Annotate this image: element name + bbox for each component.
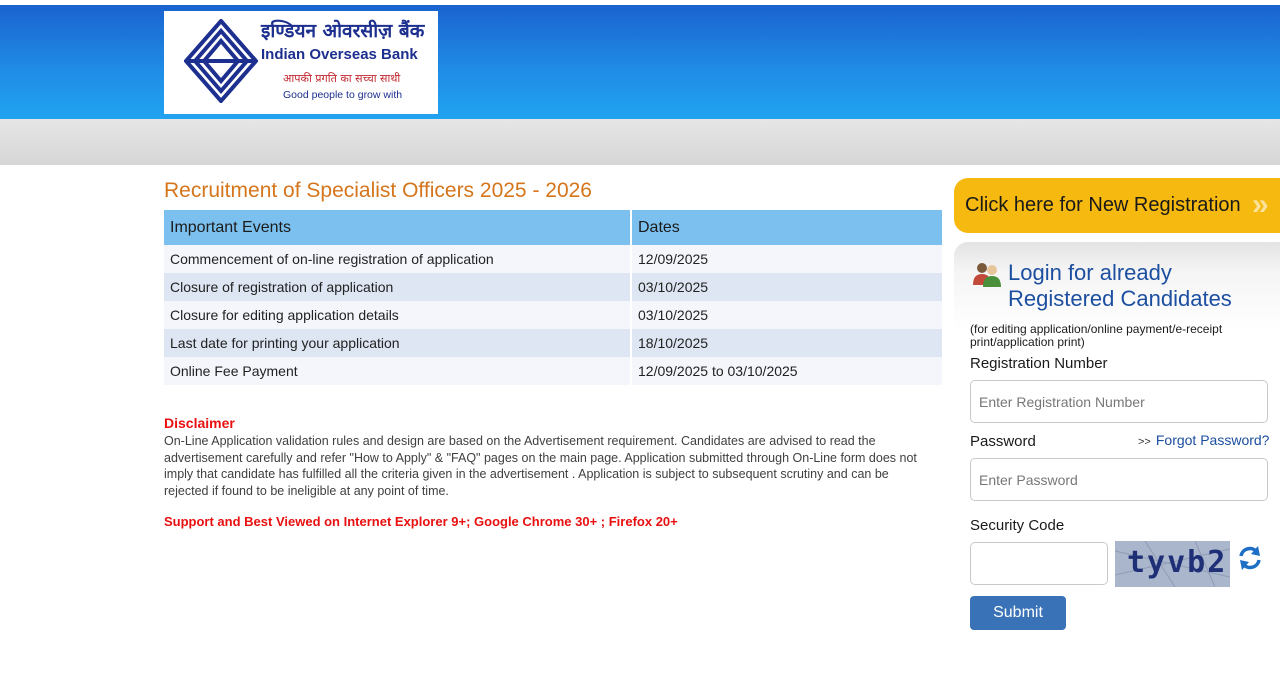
nav-bar bbox=[0, 119, 1280, 165]
disclaimer-text: On-Line Application validation rules and design are based on the Advertisement requirement. Candidates are advised to read the advertisement carefully and refer "How to Apply" & "FAQ" pages on the main page. Application submitted through On-Line form does not imply that candidate has fulfilled all the criteria given in the advertisement . Application is subject to subsequent scrutiny and can be rejected if found to be ineligible at any point of time. bbox=[164, 434, 917, 498]
dates-column-header: Dates bbox=[631, 210, 942, 245]
security-code-input[interactable] bbox=[970, 542, 1108, 585]
date-cell: 03/10/2025 bbox=[631, 273, 942, 301]
new-registration-label: Click here for New Registration bbox=[965, 194, 1241, 216]
events-column-header: Important Events bbox=[164, 210, 631, 245]
password-input[interactable] bbox=[970, 458, 1268, 501]
bank-logo-mark-icon bbox=[184, 19, 258, 103]
event-cell: Commencement of on-line registration of application bbox=[164, 245, 631, 273]
table-row bbox=[164, 357, 942, 385]
password-label: Password bbox=[970, 433, 1036, 450]
event-cell: Online Fee Payment bbox=[164, 357, 631, 385]
forgot-password-label: Forgot Password? bbox=[1155, 432, 1270, 448]
submit-button[interactable]: Submit bbox=[970, 596, 1066, 630]
new-registration-button[interactable] bbox=[954, 178, 1280, 233]
registration-number-input[interactable] bbox=[970, 380, 1268, 423]
double-chevron-icon: » bbox=[1252, 188, 1269, 221]
event-cell: Closure of registration of application bbox=[164, 273, 631, 301]
important-events-table bbox=[164, 210, 942, 385]
login-panel bbox=[954, 242, 1280, 680]
users-icon bbox=[972, 261, 1002, 287]
captcha-image bbox=[1115, 541, 1230, 587]
login-title: Login for already Registered Candidates bbox=[1008, 260, 1232, 311]
captcha-text: tyvb2 bbox=[1127, 545, 1228, 580]
registration-number-label: Registration Number bbox=[970, 355, 1108, 372]
security-code-label: Security Code bbox=[970, 517, 1065, 534]
login-subtitle: (for editing application/online payment/e-receipt print/application print) bbox=[970, 322, 1223, 349]
logo-english-tagline: Good people to grow with bbox=[283, 89, 403, 101]
logo-hindi-name: इण्डियन ओवरसीज़ बैंक bbox=[261, 20, 425, 42]
date-cell: 18/10/2025 bbox=[631, 329, 942, 357]
bank-logo[interactable] bbox=[164, 11, 438, 114]
logo-english-name: Indian Overseas Bank bbox=[261, 46, 418, 63]
table-row bbox=[164, 329, 942, 357]
date-cell: 03/10/2025 bbox=[631, 301, 942, 329]
header-banner bbox=[0, 5, 1280, 119]
page-title: Recruitment of Specialist Officers 2025 - 2026 bbox=[164, 179, 592, 202]
table-row bbox=[164, 301, 942, 329]
double-chevron-icon: >> bbox=[1138, 436, 1151, 448]
date-cell: 12/09/2025 bbox=[631, 245, 942, 273]
table-header-row bbox=[164, 210, 942, 245]
forgot-password-link[interactable] bbox=[1138, 432, 1269, 448]
event-cell: Closure for editing application details bbox=[164, 301, 631, 329]
browser-support-note: Support and Best Viewed on Internet Explorer 9+; Google Chrome 30+ ; Firefox 20+ bbox=[164, 514, 678, 529]
disclaimer-title: Disclaimer bbox=[164, 415, 235, 431]
refresh-icon[interactable] bbox=[1237, 545, 1263, 571]
table-row bbox=[164, 273, 942, 301]
date-cell: 12/09/2025 to 03/10/2025 bbox=[631, 357, 942, 385]
logo-hindi-tagline: आपकी प्रगति का सच्चा साथी bbox=[283, 72, 401, 85]
table-row bbox=[164, 245, 942, 273]
event-cell: Last date for printing your application bbox=[164, 329, 631, 357]
